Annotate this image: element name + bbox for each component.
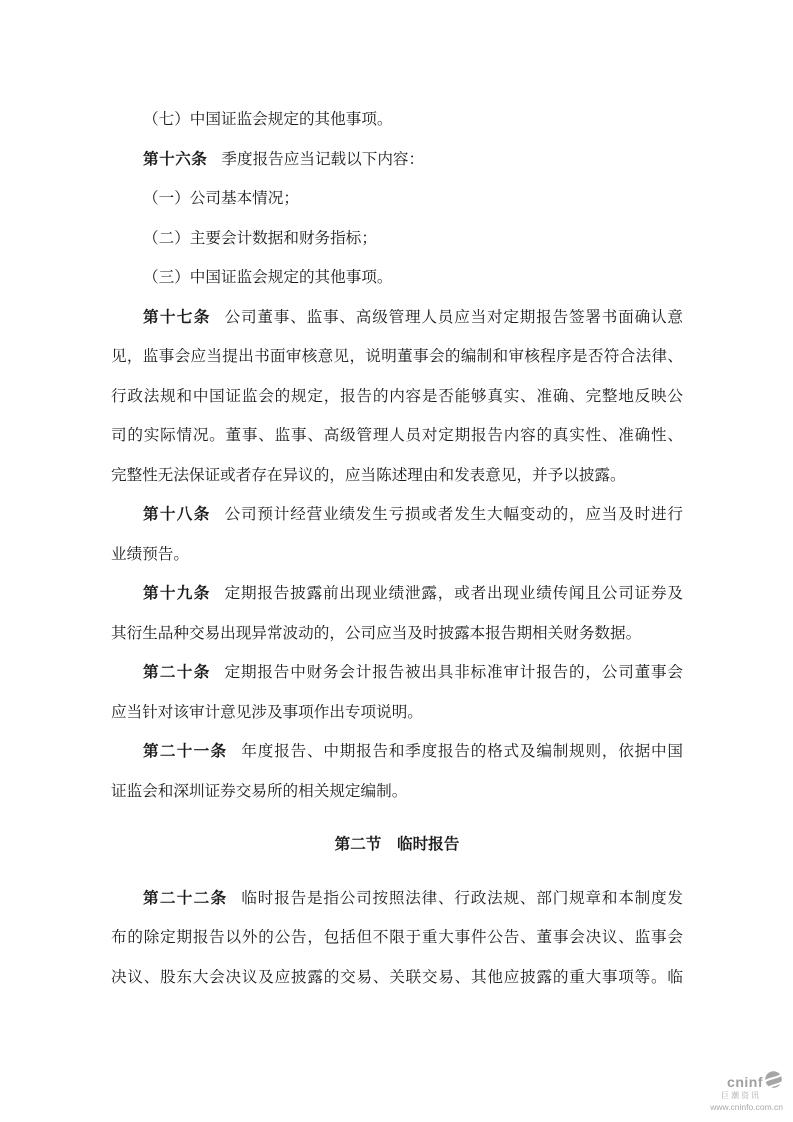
line-text: （二）主要会计数据和财务指标； <box>143 229 377 247</box>
line-text: 决议、股东大会决议及应披露的交易、关联交易、其他应披露的重大事项等。临 <box>111 968 683 986</box>
article-20-line-1 <box>111 653 683 693</box>
article-number: 第二十二条 <box>143 889 228 907</box>
line-text: 业绩预告。 <box>111 545 189 563</box>
line-text: 公司董事、监事、高级管理人员应当对定期报告签署书面确认意 <box>224 308 683 326</box>
article-number: 第二十条 <box>143 664 211 681</box>
article-number: 第二十一条 <box>143 743 228 760</box>
line-text: （三）中国证监会规定的其他事项。 <box>143 269 393 286</box>
article-22-line-2 <box>111 918 683 958</box>
line-text: 临时报告是指公司按照法律、行政法规、部门规章和本制度发 <box>241 889 683 907</box>
article-17-line-5 <box>111 456 683 496</box>
line-text: 行政法规和中国证监会的规定，报告的内容是否能够真实、准确、完整地反映公 <box>111 387 683 405</box>
line-text: 定期报告披露前出现业绩泄露，或者出现业绩传闻且公司证券及 <box>224 585 683 602</box>
line-text: 布的除定期报告以外的公告，包括但不限于重大事件公告、董事会决议、监事会 <box>111 929 683 946</box>
article-21-line-2 <box>111 772 683 812</box>
article-17-line-1 <box>111 298 683 338</box>
clause-item-1 <box>111 179 683 219</box>
document-body <box>111 100 683 997</box>
article-number: 第十七条 <box>143 308 211 326</box>
article-number: 第十八条 <box>143 506 211 523</box>
cninfo-logo <box>663 1070 783 1112</box>
line-text: 证监会和深圳证券交易所的相关规定编制。 <box>111 782 408 800</box>
article-number: 第十六条 <box>143 150 208 168</box>
line-text: 应当针对该审计意见涉及事项作出专项说明。 <box>111 703 423 721</box>
cninfo-brand-text: cninf <box>727 1074 763 1090</box>
line-text: 其衍生品种交易出现异常波动的，公司应当及时披露本报告期相关财务数据。 <box>111 624 642 642</box>
article-16-line-1 <box>111 140 683 180</box>
line-text: 公司预计经营业绩发生亏损或者发生大幅变动的，应当及时进行 <box>224 506 683 523</box>
article-18-line-2 <box>111 535 683 575</box>
line-text: 定期报告中财务会计报告被出具非标准审计报告的，公司董事会 <box>224 664 683 681</box>
article-17-line-2 <box>111 337 683 377</box>
section-heading-text: 第二节 临时报告 <box>334 836 460 853</box>
article-17-line-3 <box>111 377 683 417</box>
cninfo-chinese-name: 巨潮资讯 <box>721 1091 761 1100</box>
article-17-line-4 <box>111 416 683 456</box>
line-text: 季度报告应当记载以下内容： <box>221 150 425 168</box>
article-19-line-1 <box>111 574 683 614</box>
article-20-line-2 <box>111 693 683 733</box>
clause-item-3 <box>111 258 683 298</box>
line-text: 完整性无法保证或者存在异议的，应当陈述理由和发表意见，并予以披露。 <box>111 466 626 484</box>
cninfo-url: www.cninfo.com.cn <box>710 1102 783 1112</box>
article-22-line-3 <box>111 958 683 998</box>
article-19-line-2 <box>111 614 683 654</box>
section-2-heading <box>111 825 683 865</box>
article-21-line-1 <box>111 732 683 772</box>
cninfo-swirl-icon <box>764 1070 783 1089</box>
line-text: 年度报告、中期报告和季度报告的格式及编制规则，依据中国 <box>241 743 683 760</box>
cninfo-logo-row <box>663 1070 783 1089</box>
line-text: 见，监事会应当提出书面审核意见，说明董事会的编制和审核程序是否符合法律、 <box>111 348 683 365</box>
article-number: 第十九条 <box>143 585 211 602</box>
line-text: （一）公司基本情况； <box>143 190 299 207</box>
clause-item-2 <box>111 219 683 259</box>
clause-item-7 <box>111 100 683 140</box>
line-text: 司的实际情况。董事、监事、高级管理人员对定期报告内容的真实性、准确性、 <box>111 427 683 444</box>
line-text: （七）中国证监会规定的其他事项。 <box>143 111 393 128</box>
article-18-line-1 <box>111 495 683 535</box>
article-22-line-1 <box>111 879 683 919</box>
